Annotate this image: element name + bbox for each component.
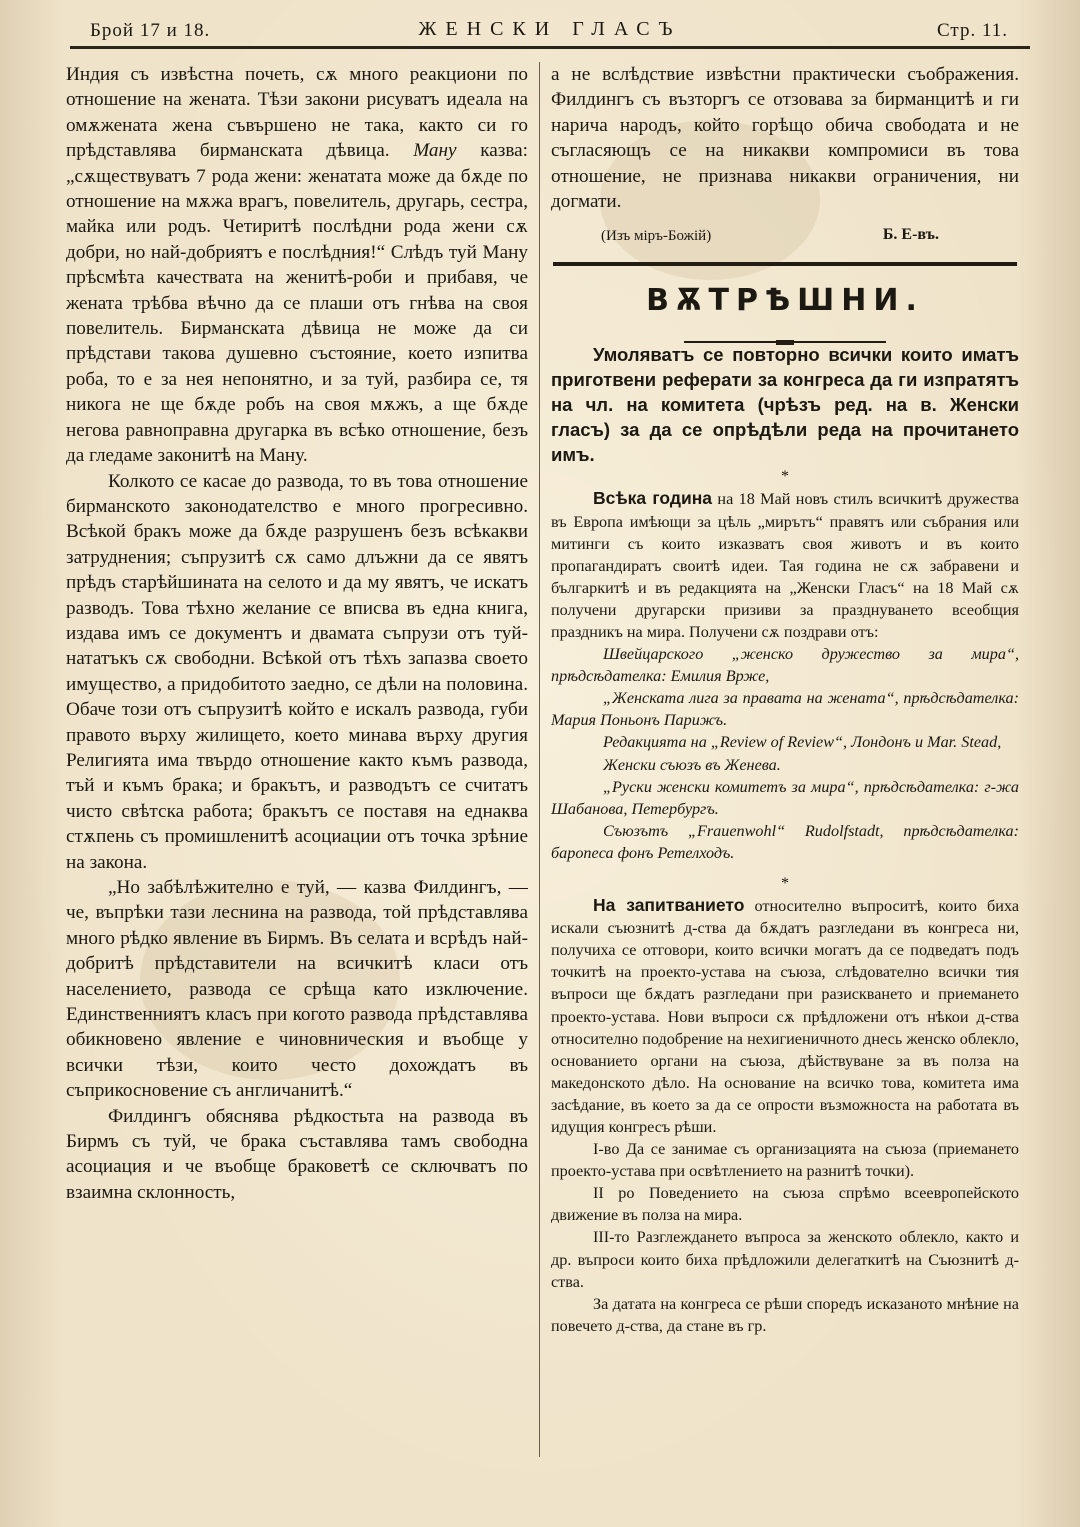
greeting-item: Швейцарского „женско дружество за мира“, прѣдсѣдателка: Емилия Врже,	[551, 645, 1019, 686]
paragraph: За датата на конгреса се рѣши споредъ исказаното мнѣние на повечето д-ства, да стане въ гр.	[551, 1294, 1019, 1335]
article-signature	[551, 220, 1019, 248]
journal-title: ЖЕНСКИ ГЛАСЪ	[418, 18, 682, 40]
paragraph-text: казва: „сѫществуватъ 7 рода жени: женатата може да бѫде по отношение на мѫжа врагъ, повелитель, другарь, сестра, майка или родъ. Четиритѣ послѣдни рода жени сѫ добри, но най-добриятъ е послѣдния!“ Слѣдъ туй Ману прѣсмѣта качествата на женитѣ-роби и прибавя, че жената трѣбва вѣчно да се плаши отъ гнѣва на своя повелитель. Бирманската дѣвица не може да си прѣдстави такова душевно състояние, което изпитва роба, то е за нея непонятно, и за туй, разбира се, тя никога не ще бѫде робъ на своя мѫжъ, а ще бѫде негова равноправна другарка въ всѣко отношение, безъ да гледаме законитѣ на Ману.	[66, 140, 528, 467]
greeting-item: „Руски женски комитетъ за мира“, прѣдсѣдателка: г-жа Шабанова, Петербургъ.	[551, 777, 1019, 818]
section-rule	[553, 262, 1017, 266]
greetings-list	[551, 643, 1019, 864]
right-column	[551, 62, 1019, 1462]
separator-star: *	[781, 875, 789, 893]
title-ornament	[551, 328, 1019, 342]
page-header	[70, 12, 1030, 49]
paragraph-text: на 18 Май новъ стилъ всичкитѣ дружества въ Европа имѣющи за цѣль „мирътъ“ правятъ или събрания или митинги съ които изказватъ своя животъ и въ които пропагандиратъ своитѣ идеи. Тая година не сѫ забравени и българкитѣ и въ редакцията на „Женски Гласъ“ на 18 Май сѫ получени другарски призиви за празднуването всеобщия праздникъ на мира. Получени сѫ поздрави отъ:	[551, 490, 1019, 641]
greeting-item: Съюзътъ „Frauenwohl“ Rudolfstadt, прѣдсѣдателка: бароneса фонъ Ретелходъ.	[551, 821, 1019, 862]
paragraph: Филдингъ обяснява рѣдкостьта на развода въ Бирмъ съ туй, че брака съставлява тамъ свободна асоциация и че въобще браковетѣ се сключватъ по взаимна склонность,	[66, 1105, 528, 1203]
paragraph	[551, 894, 1019, 1138]
paragraph	[551, 487, 1019, 643]
paragraph-text: относително въпроситѣ, които биха искали съюзнитѣ д-ства да бѫдатъ разгледани въ конгреса ни, получиха се отговори, които всички могатъ да се подведатъ подъ точкитѣ на проекто-устава на съюза, слѣдователно всички тия въпроси ще бѫдатъ разгледани при разискването и приемането проекто-устава. Нови въпроси сѫ прѣдложени отъ нѣкои д-ства относително подобрение на нехигиеничното днесь женско облекло, основанието органи на съюза, дѣйствуване за въ полза на македонското дѣло. На основание на всичко това, комитета има засѣдание, въ което за да се опрости възможноста на работата въ идущия конгресъ рѣши.	[551, 897, 1019, 1136]
italic-name: Ману	[413, 140, 457, 162]
notice-paragraph: Умоляватъ се повторно всички които иматъ приготвени реферати за конгреса да ги изпратятъ на чл. на комитета (чрѣзъ ред. на в. Женски гласъ) за да се опрѣдѣли реда на прочитането имъ.	[551, 344, 1019, 466]
separator-star: *	[781, 468, 789, 486]
lead-phrase: Всѣка година	[593, 488, 713, 509]
page-number: Стр. 11.	[936, 20, 1008, 41]
column-divider	[539, 62, 540, 1457]
article-author: Б. Е-въ.	[882, 226, 939, 244]
paragraph: „Но забѣлѣжително е туй, — казва Филдингъ, — че, въпрѣки тази леснина на развода, той прѣдставлява много рѣдко явление въ Бирмъ. Въ селата и всрѣдъ най-добритѣ прѣдставители на всичкитѣ класи отъ населението, развода се срѣща като изключение. Единственниятъ класъ при когото развода прѣдставлява обикновено явление е чиновническия и въобще у всички тѣзи, които често дохождатъ въ съприкосновение съ англичанитѣ.“	[66, 877, 528, 1102]
paragraph: Колкото се касае до развода, то въ това отношение бирманското законодателство е много прогресивно. Всѣкой бракъ може да бѫде разрушенъ безъ всѣкакви затруднения; съпрузитѣ сѫ само длъжни да се явятъ прѣдъ старѣйшината на селото и да му явятъ, че искатъ разводъ. Това тѣхно желание се вписва въ една книга, издава имъ се документъ и двамата съпрузи отъ туй-нататъкъ сѫ свободни. Всѣкой отъ тѣхъ запазва своето имущество, а придобитото заедно, се дѣли на половина. Обаче този отъ съпрузитѣ който е искалъ развода, губи правото върху жилището, което минава върху другия Религията има твърдо отношение както къмъ развода, тъй и къмъ брака; и бракътъ, и разводътъ се считатъ чисто свѣтска работа; бракътъ се поставя на еднаква стѫпень съ промишленитѣ асоциации отъ точка зрѣние на закона.	[66, 470, 528, 873]
lead-phrase: На запитванието	[593, 895, 745, 916]
paragraph	[66, 62, 528, 469]
article-source: (Изъ міръ-Божій)	[601, 228, 712, 245]
paragraph: I-во Да се занимае съ организацията на съюза (приемането проекто-устава при освѣтлението на разнитѣ точки).	[551, 1140, 1019, 1181]
section-title: ВѪТРѢШНИ.	[646, 283, 924, 319]
greeting-item: Редакцията на „Review of Review“, Лондонъ и Mar. Stead,	[603, 733, 1002, 752]
paragraph: III-то Разглеждането въпроса за женското облекло, както и др. въпроси които биха прѣдложили делегаткитѣ на Съюзнитѣ д-ства.	[551, 1228, 1019, 1291]
paragraph: а не вслѣдствие извѣстни практически съображения. Филдингъ съ възторгъ се отзовава за бирманцитѣ и ги нарича народъ, който горѣщо обича свободата и не съгласяющъ се на никакви компромиси въ това отношение, не признава никакви ограничения, ни догмати.	[551, 64, 1019, 213]
paragraph: II ро Поведението на съюза спрѣмо всеевропейското движение въ полза на мира.	[551, 1184, 1019, 1225]
paragraph-text: Индия съ извѣстна почеть, сѫ много реакциони по отношение на жената. Тѣзи закони рисуватъ идеала на омѫжената жена съвършено не така, както си го прѣдставлява бирманската дѣвица.	[66, 64, 528, 162]
issue-number: Брой 17 и 18.	[90, 20, 211, 41]
greeting-item: Женски съюзъ въ Женева.	[603, 755, 781, 774]
greeting-item: „Женската лига за правата на жената“, прѣдсѣдателка: Мария Поньонъ Парижъ.	[551, 689, 1019, 730]
left-column	[66, 62, 528, 1462]
